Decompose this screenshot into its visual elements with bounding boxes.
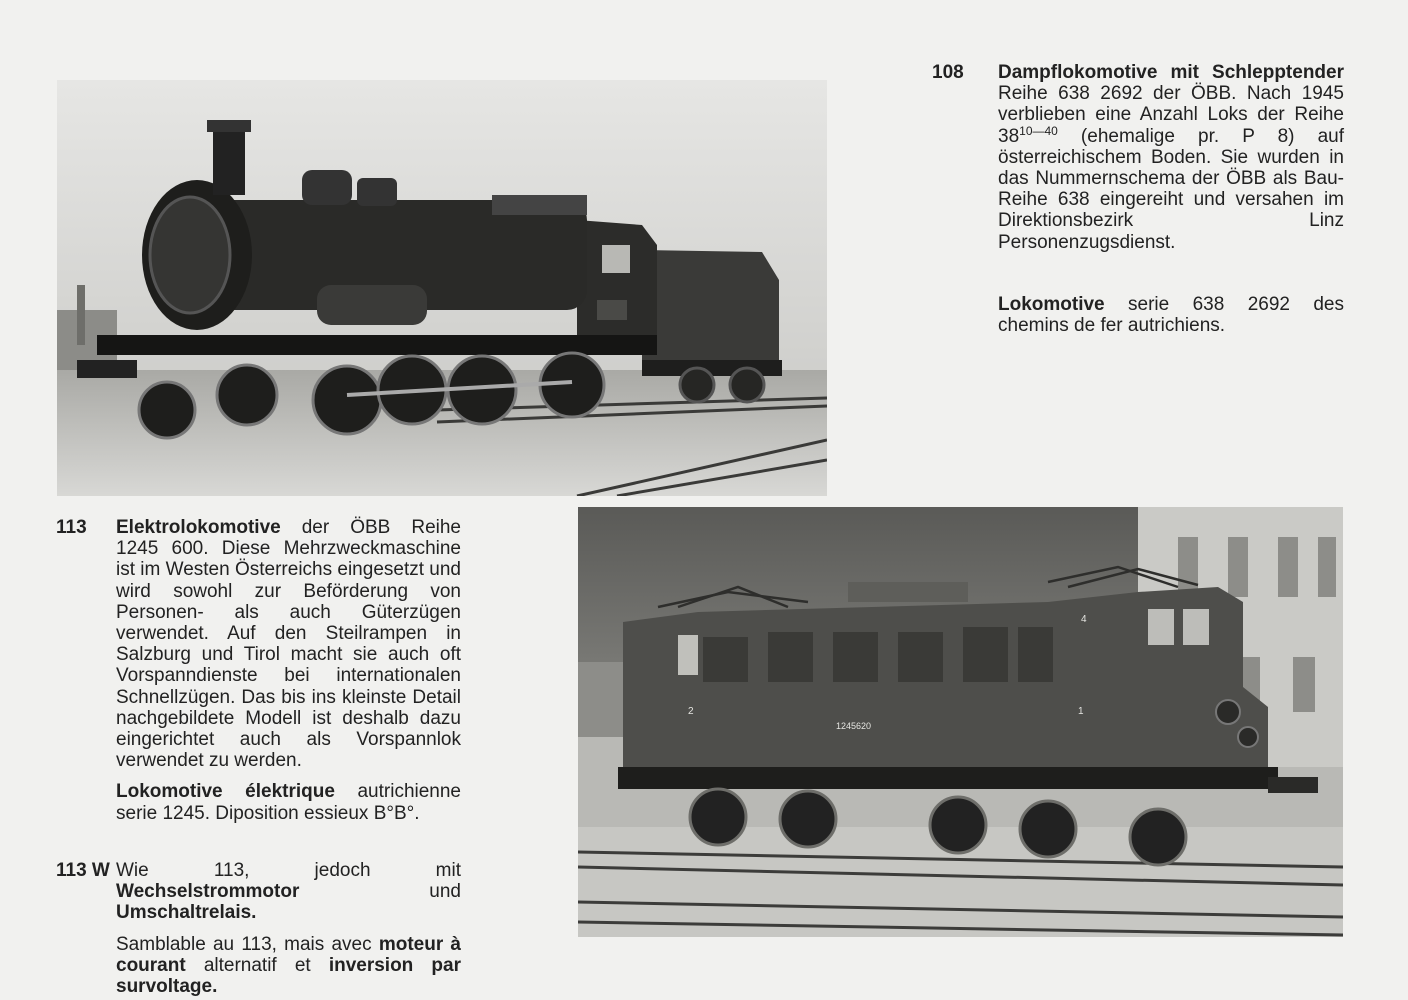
entry-description-de: Elektrolokomotive der ÖBB Reihe 1245 600. Diese Mehrzweckmaschine ist im Westen Österreichs eingesetzt und wird sowohl zur Beförderung von Personen- als auch Güterzügen verwendet. Auf den Steilrampen in Salzburg und Tirol macht sie auch oft Vorspanndienste bei internationalen Schnellzügen. Das bis ins kleinste Detail nachgebildete Modell ist deshalb dazu eingerichtet auch als Vorspannlok verwendet zu werden.	[116, 517, 461, 772]
entry-title: Dampflokomotive mit Schlepptender	[998, 62, 1344, 83]
entry-113	[56, 517, 461, 824]
entry-number: 113 W	[56, 860, 110, 881]
electric-locomotive-photo	[578, 507, 1343, 937]
superscript: 10—40	[1019, 123, 1058, 138]
locomotive-number-plate: 1245620	[836, 721, 872, 731]
entry-description-de: Wie 113, jedoch mit Wechselstrommotor und Umschaltrelais.	[116, 860, 461, 924]
entry-description-de: Dampflokomotive mit Schlepptender Reihe 638 2692 der ÖBB. Nach 1945 verblieben eine Anzahl Loks der Reihe $38^{10—40}$ (ehemalige pr. P 8) auf österreichischem Boden. Sie wurden in das Nummernschema der ÖBB als Bau-Reihe 638 eingereiht und versahen im Direktionsbezirk Linz Personenzugsdienst.	[998, 62, 1344, 253]
steam-locomotive-photo	[57, 80, 827, 496]
entry-113w	[56, 860, 461, 997]
entry-description-fr: Lokomotive élektrique autrichienne serie 1245. Diposition essieux B°B°.	[116, 781, 461, 824]
entry-108	[932, 62, 1344, 336]
entry-title: Elektrolokomotive	[116, 517, 281, 538]
cab-number-right: 1	[1078, 706, 1084, 717]
entry-number: 113	[56, 517, 87, 538]
entry-description-fr: Lokomotive serie 638 2692 des chemins de fer autrichiens.	[998, 293, 1344, 337]
entry-description-fr: Samblable au 113, mais avec moteur à courant alternatif et inversion par survoltage.	[116, 933, 461, 998]
entry-number: 108	[932, 62, 964, 83]
cab-number-left: 2	[688, 706, 694, 717]
cab-number-top: 4	[1081, 614, 1087, 625]
